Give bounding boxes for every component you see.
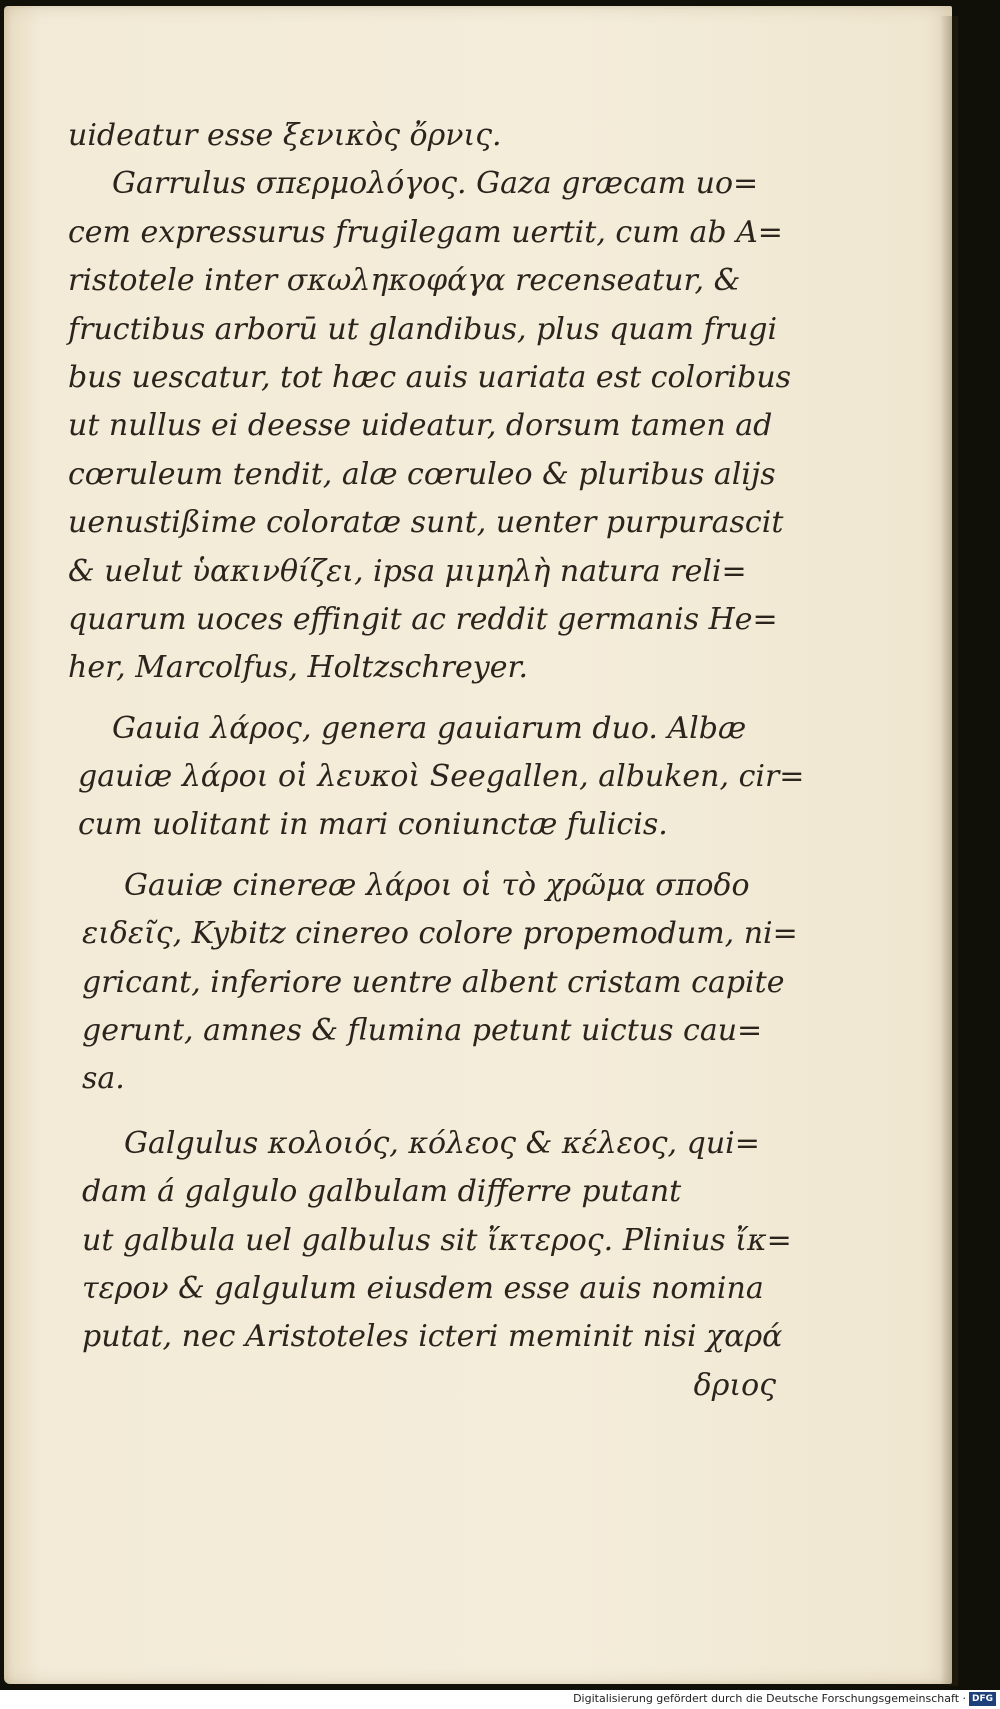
text-line: gerunt, amnes & flumina petunt uictus cau= xyxy=(82,1013,763,1049)
text-line: cum uolitant in mari coniunctæ fulicis. xyxy=(78,807,668,843)
text-line: sa. xyxy=(82,1061,125,1097)
text-line: uenustißime coloratæ sunt, uenter purpurascit xyxy=(68,505,784,541)
text-line: bus uescatur, tot hæc auis uariata est coloribus xyxy=(68,359,792,395)
text-line: fructibus arborū ut glandibus, plus quam frugi xyxy=(68,311,778,347)
footer-bar xyxy=(0,1690,1000,1709)
text-line: Garrulus σπερμολόγος. Gaza græcam uo= xyxy=(112,166,759,202)
page-edge-shadow xyxy=(940,16,958,1686)
text-line: gricant, inferiore uentre albent cristam capite xyxy=(82,964,785,1000)
text-line: ut galbula uel galbulus sit ἴκτερος. Plinius ἴκ= xyxy=(82,1222,792,1258)
text-line: quarum uoces effingit ac reddit germanis He= xyxy=(68,601,778,637)
text-line: uideatur esse ξενικὸς ὄρνις. xyxy=(68,118,502,153)
text-line: τερον & galgulum eiusdem esse auis nomina xyxy=(82,1270,764,1306)
paragraph-gap xyxy=(68,1104,788,1120)
text-line: Gauiæ cinereæ λάροι οἱ τὸ χρῶμα σποδο xyxy=(124,867,750,903)
digitization-credit: Digitalisierung gefördert durch die Deutsche Forschungsgemeinschaft · xyxy=(573,1692,966,1705)
paragraph-gap xyxy=(68,850,788,862)
text-line: ristotele inter σκωληκοφάγα recenseatur, & xyxy=(68,263,741,299)
paragraph-gap xyxy=(68,693,788,705)
catchword: δριος xyxy=(693,1367,776,1403)
text-line: Gauia λάρος, genera gauiarum duo. Albæ xyxy=(112,710,747,746)
text-line: & uelut ὑακινθίζει, ipsa μιμηλὴ natura reli= xyxy=(68,553,747,589)
text-line: cœruleum tendit, alæ cœruleo & pluribus alijs xyxy=(68,456,776,492)
dfg-logo-icon: DFG xyxy=(969,1692,996,1706)
text-line: gauiæ λάροι οἱ λευκοὶ Seegallen, albuken, cir= xyxy=(78,759,805,795)
text-line: ειδεῖς, Kybitz cinereo colore propemodum, ni= xyxy=(82,916,798,952)
page-text xyxy=(68,112,805,1410)
text-line: cem expressurus frugilegam uertit, cum ab A= xyxy=(68,214,783,250)
text-line: dam á galgulo galbulam differre putant xyxy=(82,1174,682,1210)
text-line: putat, nec Aristoteles icteri meminit nisi χαρά xyxy=(82,1319,783,1355)
text-line: ut nullus ei deesse uideatur, dorsum tamen ad xyxy=(68,408,773,444)
text-line: her, Marcolfus, Holtzschreyer. xyxy=(68,650,529,686)
text-line: Galgulus κολοιός, κόλεος & κέλεος, qui= xyxy=(124,1125,760,1161)
